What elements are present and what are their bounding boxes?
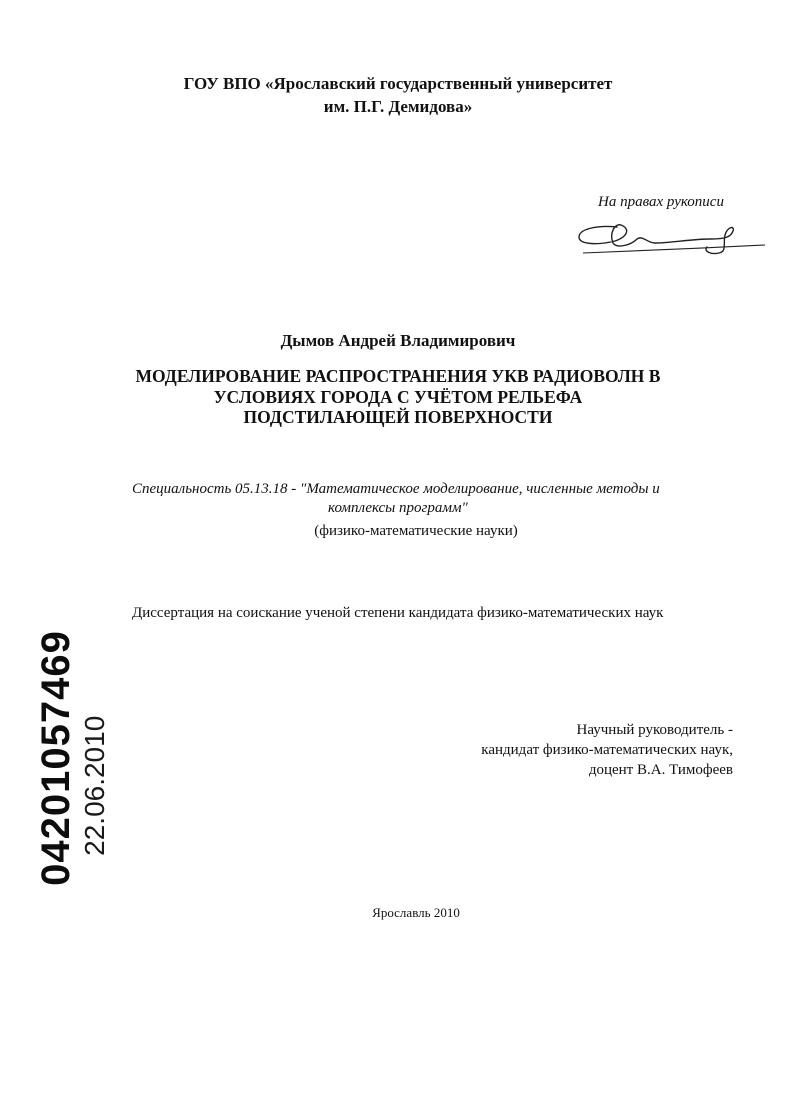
institution-line-1: ГОУ ВПО «Ярославский государственный университет <box>183 74 613 93</box>
specialty <box>132 480 712 518</box>
dissertation-statement: Диссертация на соискание ученой степени кандидата физико-математических наук <box>132 605 664 621</box>
institution-line-2: им. П.Г. Демидова» <box>323 97 473 116</box>
stamp-number: 04201057469 <box>34 630 78 886</box>
manuscript-note: На правах рукописи <box>598 194 724 210</box>
supervisor-block <box>481 720 733 780</box>
supervisor-line-3: доцент В.А. Тимофеев <box>588 762 733 778</box>
supervisor-line-2: кандидат физико-математических наук, <box>481 742 733 758</box>
dissertation-title <box>120 366 676 428</box>
specialty-line-1: Специальность 05.13.18 - "Математическое моделирование, численные методы и <box>132 481 660 497</box>
stamp-date: 22.06.2010 <box>79 715 110 856</box>
title-line-3: ПОДСТИЛАЮЩЕЙ ПОВЕРХНОСТИ <box>243 407 553 427</box>
supervisor-line-1: Научный руководитель - <box>576 722 733 738</box>
science-field: (физико-математические науки) <box>314 523 518 539</box>
specialty-line-2: комплексы программ" <box>328 500 468 516</box>
title-line-1: МОДЕЛИРОВАНИЕ РАСПРОСТРАНЕНИЯ УКВ РАДИОВОЛН В <box>135 366 661 386</box>
author-name: Дымов Андрей Владимирович <box>280 331 516 350</box>
signature-image <box>575 215 770 260</box>
institution-header <box>0 72 796 118</box>
title-line-2: УСЛОВИЯХ ГОРОДА С УЧЁТОМ РЕЛЬЕФА <box>213 386 583 407</box>
place-year: Ярославль 2010 <box>372 905 460 920</box>
